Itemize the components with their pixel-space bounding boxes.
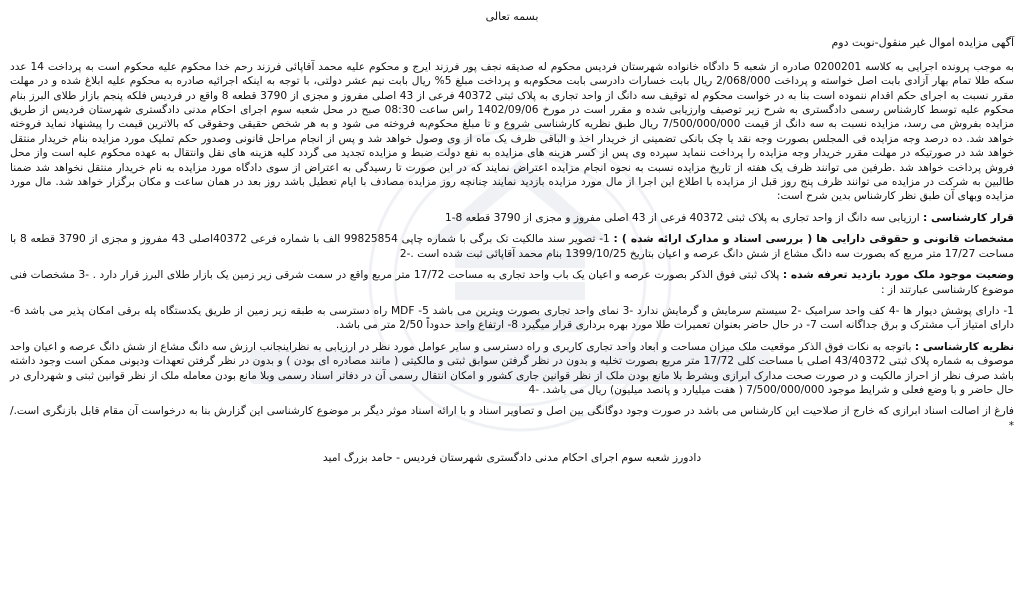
signature-line: دادورز شعبه سوم اجرای احکام مدنی دادگستری شهرستان فردیس - حامد بزرگ امید (322, 451, 702, 465)
section-expert-opinion (10, 340, 1014, 398)
section-current-status (10, 268, 1014, 297)
intro-paragraph: به موجب پرونده اجرایی به کلاسه 0200201 صادره از شعبه 5 دادگاه خانواده شهرستان فردیس محکوم له صدیقه نجف پور فرزند ایرج و محکوم علیه محمد آقاپائی فرزند رحم خدا محکوم علیه محکوم است به پرداخت 14 عدد سکه طلا تمام بهار آزادی بابت اصل خواسته و پرداخت 2/068/000 ریال بابت خسارات دادرسی بابت محکوم‌به و پرداخت مبلغ 5% ریال بابت نیم عشر دولتی، با توجه به اینکه اجرائیه صادره به محکوم علیه ابلاغ شده و در مهلت مقرر نسبت به اجرای حکم اقدام ننموده است بنا به در خواست محکوم له توقیف سه دانگ از واحد تجاری به پلاک ثبتی 40372 فرعی از 43 اصلی مفروز و مجزی از 3790 قطعه 8 واقع در فردیس فلکه پنجم بازار طلای البرز بنام محکوم علیه توسط کارشناس رسمی دادگستری به شرح زیر توصیف وارزیابی شده و مقرر است در مورخ 1402/09/06 راس ساعت 08:30 صبح در محل شعبه سوم اجرای احکام مدنی دادگستری شهرستان فردیس از طریق مزایده بفروش می رسد، مزایده نسبت به سه دانگ از قیمت 7/500/000/000 ریال طبق نظریه کارشناسی شروع و تا مبلغ محکوم‌به فروخته می شود و به هر شخص حقیقی وحقوقی که بالاترین قیمت را پیشنهاد نماید فروخته خواهد شد. ده درصد وجه مزایده فی المجلس بصورت وجه نقد یا چک بانکی تضمینی از خریدار اخذ و الباقی ظرف یک ماه از وی وصول خواهد شد و پس از انجام مراحل قانونی وصدور حکم تملیک مورد مزایده بنام خریدار منتقل خواهد شد در صورتیکه در مهلت مقرر خریدار وجه مزایده را پرداخت ننماید سپرده وی پس از کسر هزینه های مزایده به نفع دولت ضبط و مزایده تجدید می گردد کلیه هزینه های نقل وانتقال به عهده محکوم علیه است واز محل فروش پرداخت خواهد شد .طرفین می توانند ظرف یک هفته از تاریخ مزایده نسبت به نحوه انجام مزایده اعتراض نمایند که در این صورت تا رسیدگی به اعتراض از سوی دادگاه مورد مزایده به نام خریدار منتقل نخواهد شد ضمنا طالبین به شرکت در مزایده می توانند ظرف پنج روز قبل از مزایده با اطلاع این اجرا از مال مورد مزایده بازدید نمایند چنانچه روز مزایده مصادف با ایام تعطیل باشد روز بعد در همان ساعت و مکان برگزار خواهد شد. مال مورد مزایده وبهای آن طبق نظر کارشناس بدین شرح است: (10, 60, 1014, 203)
section-heading: مشخصات قانونی و حقوقی دارایی ها ( بررسی اسناد و مدارک ارائه شده ) : (613, 233, 1014, 246)
section-heading: وضعیت موجود ملک مورد بازدید تعرفه شده : (782, 269, 1014, 282)
document-page (10, 6, 1014, 600)
basmala-heading: بسمه تعالی (485, 10, 539, 23)
ad-title: آگهی مزایده اموال غیر منقول-نوبت دوم (831, 36, 1014, 50)
section-expert-order (10, 211, 1014, 225)
section-heading: قرار کارشناسی : (923, 211, 1014, 224)
section-body: 1- دارای پوشش دیوار ها -4 کف واحد سرامیک -2 سیستم سرمایش و گرمایش ندارد -3 نمای واحد تجاری بصورت ویترین می باشد MDF -5 راه دسترسی به طبقه زیر زمین از طریق یکدستگاه پله برقی امکان پذیر می باشد 6- دارای امتیاز آب مشترک و برق جداگانه است 7- در حال حاضر بعنوان تعمیرات طلا مورد بهره برداری قرار میگیرد 8- ارتفاع واحد حدوداً 2/50 متر می باشد. (10, 304, 1014, 332)
section-body: 1- تصویر سند مالکیت تک برگی با شماره چاپی 99825854 الف با شماره فرعی 40372اصلی 43 مفروز و مجزی از 3790 قطعه 8 با مساحت 17/27 متر مربع که بصورت سه دانگ مشاع از شش دانگ عرصه و اعیان بتاریخ 1399/10/25 بنام محمد آقاپائی ثبت شده است .-2 (10, 233, 1014, 260)
disclaimer-paragraph: فارغ از اصالت اسناد ابرازی که خارج از صلاحیت این کارشناس می باشد در صورت وجود دوگانگی بین اصل و تصاویر اسناد و با ارائه اسناد موثر دیگر بر موضوع کارشناسی این گزارش بنا به درخواست آن مقام قابل بازنگری است./ * (10, 405, 1014, 432)
section-legal-specs (10, 232, 1014, 261)
technical-specs-list (10, 304, 1014, 333)
section-body: باتوجه به نکات فوق الذکر موقعیت ملک میزان مساحت و ابعاد واحد تجاری کاربری و راه دسترسی و سایر عوامل مورد نظر در ارزیابی به نظراینجانب ارزش سه دانگ مشاع از شش دانگ عرصه و اعیان واحد موصوف به شماره پلاک ثبتی 43/40372 اصلی با مساحت کلی 17/72 متر مربع بصورت تخلیه و بدون در نظر گرفتن سوابق ثبتی و مالکیتی ( مانند مصادره ای بودن ) و بدون در نظر گرفتن تعهدات ودیونی ممکن است وجود داشته باشد صرف نظر از احراز مالکیت و در صورت صحت مدارک ابرازی وبشرط بلا مانع بودن ملک از نظر قوانین جاری کشور و امکان انتقال رسمی آن در دفاتر اسناد رسمی وبلا مانع بودن معامله ملک از نظر قوانین ثبتی و شهرداری در حال حاضر و با وضع فعلی و شرایط موجود 7/500/000/000 ( هفت میلیارد و پانصد میلیون) ریال می باشد. -4 (10, 340, 1014, 396)
section-heading: نظریه کارشناسی : (914, 340, 1014, 353)
section-body: ارزیابی سه دانگ از واحد تجاری به پلاک ثبتی 40372 فرعی از 43 اصلی مفروز و مجزی از 3790 قطعه 8-1 (444, 211, 924, 224)
section-body: پلاک ثبتی فوق الذکر بصورت عرصه و اعیان یک باب واحد تجاری به مساحت 17/72 متر مربع واقع در سمت شرقی زیر زمین یک بازار طلای البرز قرار دارد . -3 مشخصات فنی موضوع کارشناسی عبارتند از : (10, 269, 1014, 296)
